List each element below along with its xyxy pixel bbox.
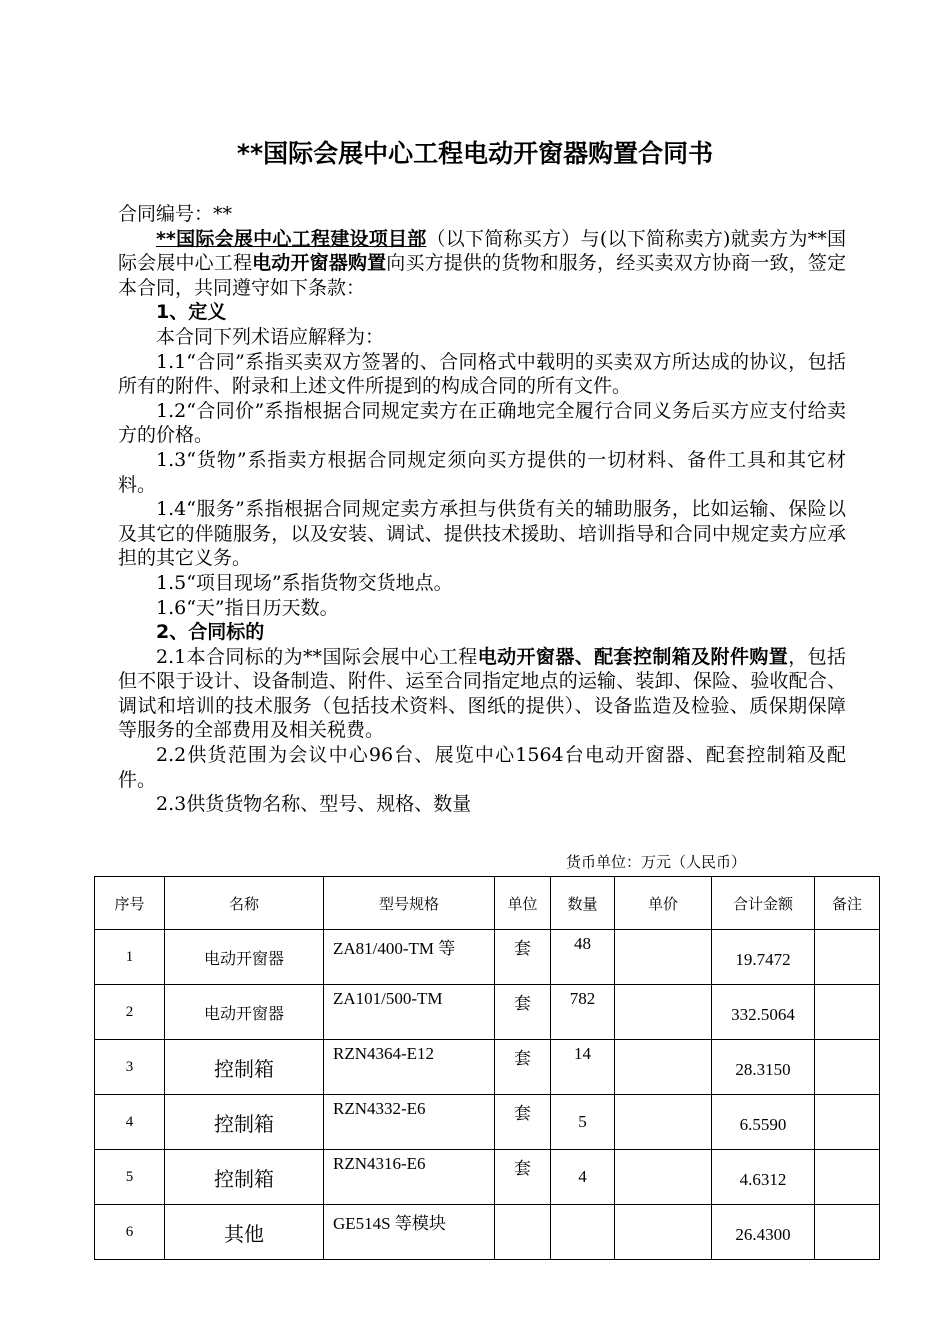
row-unit (495, 1205, 551, 1260)
row-total: 26.4300 (712, 1205, 815, 1260)
section-1-heading: 1、定义 (156, 301, 227, 324)
row-unit-price (615, 985, 712, 1040)
row-name: 电动开窗器 (165, 930, 324, 985)
contract-body (118, 202, 846, 817)
document-title: **国际会展中心工程电动开窗器购置合同书 (236, 139, 714, 168)
row-unit: 套 (495, 1040, 551, 1095)
row-note (815, 1205, 880, 1260)
contract-intro (118, 227, 846, 301)
definition-1-5: 1.5“项目现场”系指货物交货地点。 (156, 571, 453, 594)
row-model: RZN4364-E12 (324, 1040, 495, 1095)
row-total: 28.3150 (712, 1040, 815, 1095)
row-unit: 套 (495, 1095, 551, 1150)
row-index: 3 (95, 1040, 165, 1095)
row-name: 控制箱 (165, 1150, 324, 1205)
row-total: 4.6312 (712, 1150, 815, 1205)
row-quantity: 4 (551, 1150, 615, 1205)
buyer-name: **国际会展中心工程建设项目部 (156, 227, 427, 250)
section-1-lead: 本合同下列术语应解释为： (156, 325, 385, 348)
contract-subject: 电动开窗器购置 (252, 252, 387, 275)
table-row (95, 1205, 880, 1260)
table-row (95, 985, 880, 1040)
row-quantity (551, 1205, 615, 1260)
row-index: 1 (95, 930, 165, 985)
table-row (95, 1150, 880, 1205)
clause-2-1 (118, 645, 846, 743)
header-total: 合计金额 (712, 877, 815, 930)
row-name: 电动开窗器 (165, 985, 324, 1040)
definition-1-2: 1.2“合同价”系指根据合同规定卖方在正确地完全履行合同义务后买方应支付给卖方的价格。 (118, 399, 846, 447)
row-note (815, 1095, 880, 1150)
definition-1-4: 1.4“服务”系指根据合同规定卖方承担与供货有关的辅助服务，比如运输、保险以及其它的伴随服务，以及安装、调试、提供技术援助、培训指导和合同中规定卖方应承担的其它义务。 (118, 498, 846, 570)
header-index: 序号 (95, 877, 165, 930)
definition-1-1: 1.1“合同”系指买卖双方签署的、合同格式中载明的买卖双方所达成的协议，包括所有的附件、附录和上述文件所提到的构成合同的所有文件。 (118, 350, 846, 398)
table-row (95, 1095, 880, 1150)
row-model: GE514S 等模块 (324, 1205, 495, 1260)
header-unit: 单位 (495, 877, 551, 930)
row-index: 4 (95, 1095, 165, 1150)
row-model: RZN4316-E6 (324, 1150, 495, 1205)
row-index: 6 (95, 1205, 165, 1260)
row-name: 控制箱 (165, 1040, 324, 1095)
clause-2-1-lead: 2.1本合同标的为**国际会展中心工程 (156, 645, 478, 668)
table-row (95, 1040, 880, 1095)
row-unit-price (615, 1205, 712, 1260)
row-note (815, 985, 880, 1040)
row-model: RZN4332-E6 (324, 1095, 495, 1150)
row-quantity: 782 (551, 985, 615, 1040)
goods-table (94, 876, 880, 1260)
clause-2-1-subject: 电动开窗器、配套控制箱及附件购置 (477, 645, 789, 668)
clause-2-3: 2.3供货货物名称、型号、规格、数量 (156, 793, 472, 816)
table-row (95, 930, 880, 985)
definition-1-3: 1.3“货物”系指卖方根据合同规定须向买方提供的一切材料、备件工具和其它材料。 (118, 448, 846, 496)
clause-2-1-rest: ，包括但不限于设计、设备制造、附件、运至合同指定地点的运输、装卸、保险、验收配合、调试和培训的技术服务（包括技术资料、图纸的提供）、设备监造及检验、质保期保障等服务的全部费用及相关税费。 (118, 645, 846, 742)
header-name: 名称 (165, 877, 324, 930)
row-total: 6.5590 (712, 1095, 815, 1150)
row-note (815, 1150, 880, 1205)
row-quantity: 48 (551, 930, 615, 985)
definition-1-6: 1.6“天”指日历天数。 (156, 596, 339, 619)
row-model: ZA81/400-TM 等 (324, 930, 495, 985)
row-name: 其他 (165, 1205, 324, 1260)
row-unit-price (615, 1150, 712, 1205)
row-unit-price (615, 930, 712, 985)
table-header-row (95, 877, 880, 930)
row-quantity: 14 (551, 1040, 615, 1095)
clause-2-2: 2.2供货范围为会议中心96台、展览中心1564台电动开窗器、配套控制箱及配件。 (118, 744, 846, 791)
row-index: 5 (95, 1150, 165, 1205)
header-quantity: 数量 (551, 877, 615, 930)
row-index: 2 (95, 985, 165, 1040)
contract-number: 合同编号：** (118, 203, 233, 225)
row-unit: 套 (495, 1150, 551, 1205)
row-unit: 套 (495, 930, 551, 985)
header-note: 备注 (815, 877, 880, 930)
row-note (815, 930, 880, 985)
header-model: 型号规格 (324, 877, 495, 930)
row-model: ZA101/500-TM (324, 985, 495, 1040)
row-unit: 套 (495, 985, 551, 1040)
row-total: 332.5064 (712, 985, 815, 1040)
row-total: 19.7472 (712, 930, 815, 985)
row-quantity: 5 (551, 1095, 615, 1150)
intro-text-1: （以下简称买方）与(以下简称卖方)就卖方为**国际会展中心工程 (118, 227, 847, 275)
row-note (815, 1040, 880, 1095)
row-unit-price (615, 1095, 712, 1150)
row-name: 控制箱 (165, 1095, 324, 1150)
row-unit-price (615, 1040, 712, 1095)
intro-text-2: 向买方提供的货物和服务，经买卖双方协商一致，签定本合同，共同遵守如下条款： (118, 252, 846, 299)
currency-note: 货币单位：万元（人民币） (566, 853, 747, 871)
section-2-heading: 2、合同标的 (156, 621, 265, 644)
header-unit-price: 单价 (615, 877, 712, 930)
